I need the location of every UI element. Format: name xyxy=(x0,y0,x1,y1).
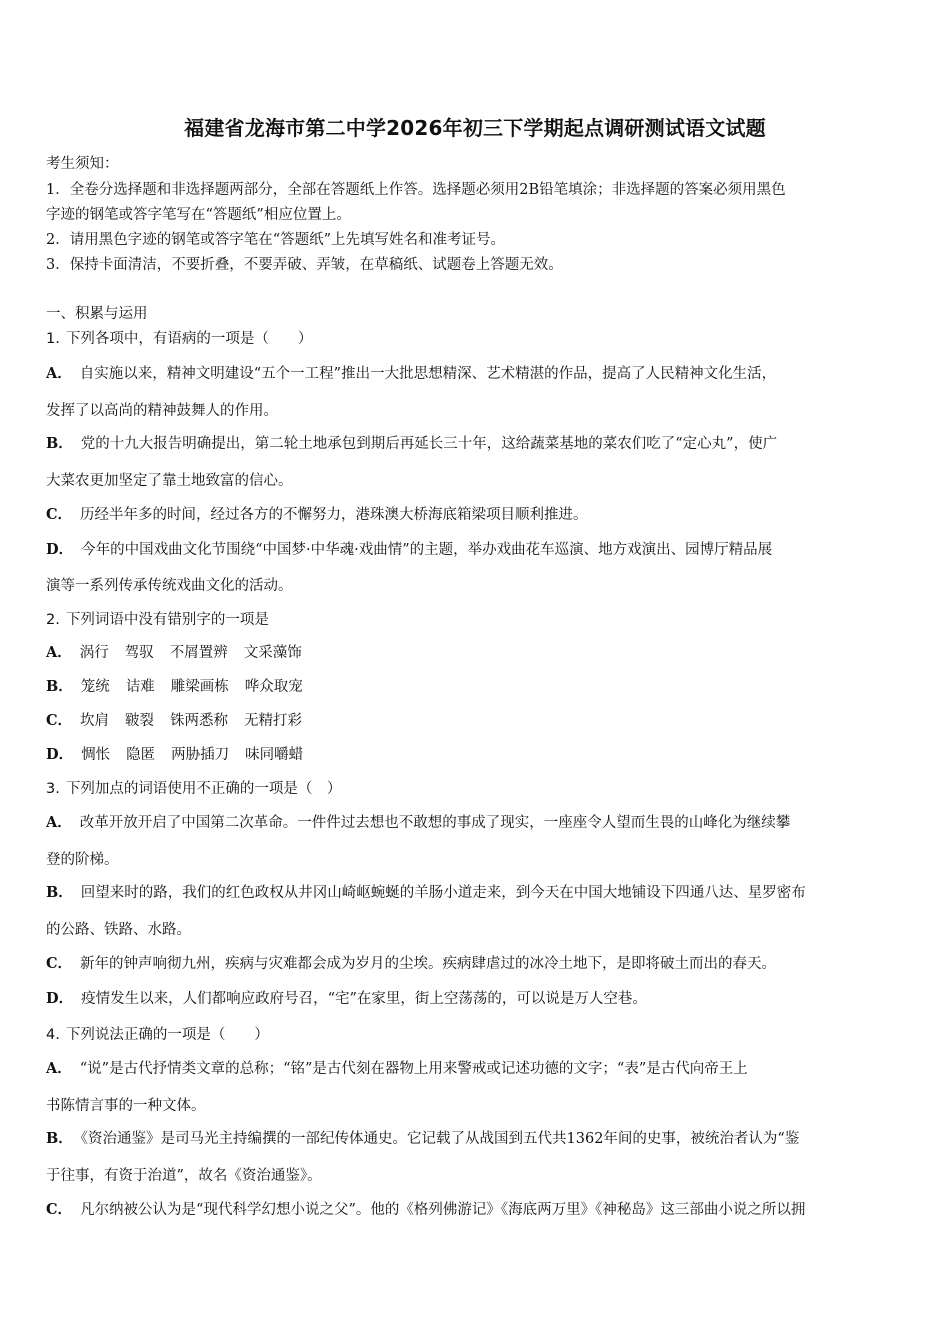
question-text: 下列词语中没有错别字的一项是 xyxy=(65,612,269,628)
q3-option-b-cont: 的公路、铁路、水路。 xyxy=(46,922,191,938)
word: 哗众取宠 xyxy=(244,679,303,695)
option-label: A． xyxy=(46,1060,72,1077)
option-label: D． xyxy=(46,541,74,558)
option-label: A． xyxy=(46,644,72,661)
question-number: 1. xyxy=(46,331,60,347)
option-label: B． xyxy=(46,678,73,695)
question-number: 2. xyxy=(46,612,60,628)
option-label: C． xyxy=(46,1201,73,1218)
word: 隐匿 xyxy=(126,747,156,763)
question-text: 下列加点的词语使用不正确的一项是（ ） xyxy=(65,781,342,797)
option-label: B． xyxy=(46,1130,73,1147)
q1-option-b xyxy=(46,432,908,453)
option-text: 凡尔纳被公认为是“现代科学幻想小说之父”。他的《格列佛游记》《海底两万里》《神秘岛》这三部曲小说之所以拥 xyxy=(80,1202,806,1218)
q1-option-d-cont: 演等一系列传承传统戏曲文化的活动。 xyxy=(46,578,293,594)
section-heading: 一、积累与运用 xyxy=(46,306,148,322)
word: 两胁插刀 xyxy=(171,747,230,763)
question-number: 4. xyxy=(46,1027,60,1043)
q2-option-d xyxy=(46,743,908,764)
word: 不屑置辨 xyxy=(169,645,228,661)
option-label: D． xyxy=(46,746,74,763)
question-2-stem xyxy=(46,608,908,629)
option-label: C． xyxy=(46,506,73,523)
q3-option-d xyxy=(46,987,908,1008)
option-text: 《资治通鉴》是司马光主持编撰的一部纪传体通史。它记载了从战国到五代共1362年间的史事，被统治者认为“鉴 xyxy=(80,1131,800,1147)
option-text: 党的十九大报告明确提出，第二轮土地承包到期后再延长三十年，这给蔬菜基地的菜农们吃了“定心丸”，使广 xyxy=(80,436,778,452)
word: 味同嚼蜡 xyxy=(245,747,304,763)
word: 驾驭 xyxy=(124,645,154,661)
question-3-stem xyxy=(46,777,908,798)
word: 涡行 xyxy=(79,645,109,661)
option-label: A． xyxy=(46,814,72,831)
word: 无精打彩 xyxy=(244,713,303,729)
notice-heading: 考生须知： xyxy=(46,156,119,172)
word: 铢两悉称 xyxy=(170,713,229,729)
question-1-stem xyxy=(46,327,908,348)
question-text: 下列说法正确的一项是（ ） xyxy=(65,1027,269,1043)
option-text: 回望来时的路，我们的红色政权从井冈山崎岖蜿蜒的羊肠小道走来，到今天在中国大地铺设下四通八达、星罗密布 xyxy=(80,885,806,901)
word: 诘难 xyxy=(125,679,155,695)
q3-option-c xyxy=(46,952,908,973)
q4-option-b-cont: 于往事，有资于治道”，故名《资治通鉴》。 xyxy=(46,1168,322,1184)
word: 惆怅 xyxy=(81,747,111,763)
notice-line-3: 2．请用黑色字迹的钢笔或答字笔在“答题纸”上先填写姓名和准考证号。 xyxy=(46,232,506,248)
word: 文采藻饰 xyxy=(243,645,302,661)
q2-option-a xyxy=(46,641,908,662)
option-label: B． xyxy=(46,435,73,452)
option-text: 自实施以来，精神文明建设“五个一工程”推出一大批思想精深、艺术精湛的作品，提高了人民精神文化生活， xyxy=(79,366,777,382)
q3-option-a-cont: 登的阶梯。 xyxy=(46,852,119,868)
option-text: 历经半年多的时间，经过各方的不懈努力，港珠澳大桥海底箱梁项目顺利推进。 xyxy=(80,507,588,523)
word: 笼统 xyxy=(80,679,110,695)
q2-option-c xyxy=(46,709,908,730)
q1-option-d xyxy=(46,538,908,559)
option-text: 疫情发生以来，人们都响应政府号召，“宅”在家里，街上空荡荡的，可以说是万人空巷。 xyxy=(81,991,647,1007)
q3-option-b xyxy=(46,881,908,902)
q3-option-a xyxy=(46,811,908,832)
q4-option-a xyxy=(46,1057,908,1078)
option-text: “说”是古代抒情类文章的总称；“铭”是古代刻在器物上用来警戒或记述功德的文字；“表”是古代向帝王上 xyxy=(79,1061,748,1077)
option-label: A． xyxy=(46,365,72,382)
q1-option-a-cont: 发挥了以高尚的精神鼓舞人的作用。 xyxy=(46,403,278,419)
question-number: 3. xyxy=(46,781,60,797)
option-label: C． xyxy=(46,712,73,729)
q2-option-b xyxy=(46,675,908,696)
option-text: 改革开放开启了中国第二次革命。一件件过去想也不敢想的事成了现实，一座座令人望而生畏的山峰化为继续攀 xyxy=(79,815,791,831)
q1-option-b-cont: 大菜农更加坚定了靠土地致富的信心。 xyxy=(46,473,293,489)
q4-option-a-cont: 书陈情言事的一种文体。 xyxy=(46,1098,206,1114)
q4-option-b xyxy=(46,1127,908,1148)
page-title: 福建省龙海市第二中学2026年初三下学期起点调研测试语文试题 xyxy=(184,116,766,140)
option-label: C． xyxy=(46,955,73,972)
word: 坎肩 xyxy=(80,713,110,729)
notice-line-4: 3．保持卡面清洁，不要折叠，不要弄破、弄皱，在草稿纸、试题卷上答题无效。 xyxy=(46,257,563,273)
option-label: B． xyxy=(46,884,73,901)
option-text: 今年的中国戏曲文化节围绕“中国梦·中华魂·戏曲情”的主题，举办戏曲花车巡演、地方戏演出、园博厅精品展 xyxy=(81,542,773,558)
question-4-stem xyxy=(46,1023,908,1044)
notice-line-1: 1．全卷分选择题和非选择题两部分，全部在答题纸上作答。选择题必须用2B铅笔填涂；非选择题的答案必须用黑色 xyxy=(46,182,786,198)
option-label: D． xyxy=(46,990,74,1007)
word: 雕梁画栋 xyxy=(170,679,229,695)
option-text: 新年的钟声响彻九州，疾病与灾难都会成为岁月的尘埃。疾病肆虐过的冰冷土地下，是即将破土而出的春天。 xyxy=(80,956,777,972)
q4-option-c xyxy=(46,1198,908,1219)
q1-option-c xyxy=(46,503,908,524)
notice-line-2: 字迹的钢笔或答字笔写在“答题纸”相应位置上。 xyxy=(46,207,351,223)
q1-option-a xyxy=(46,362,908,383)
question-text: 下列各项中，有语病的一项是（ ） xyxy=(65,331,313,347)
word: 皲裂 xyxy=(125,713,155,729)
